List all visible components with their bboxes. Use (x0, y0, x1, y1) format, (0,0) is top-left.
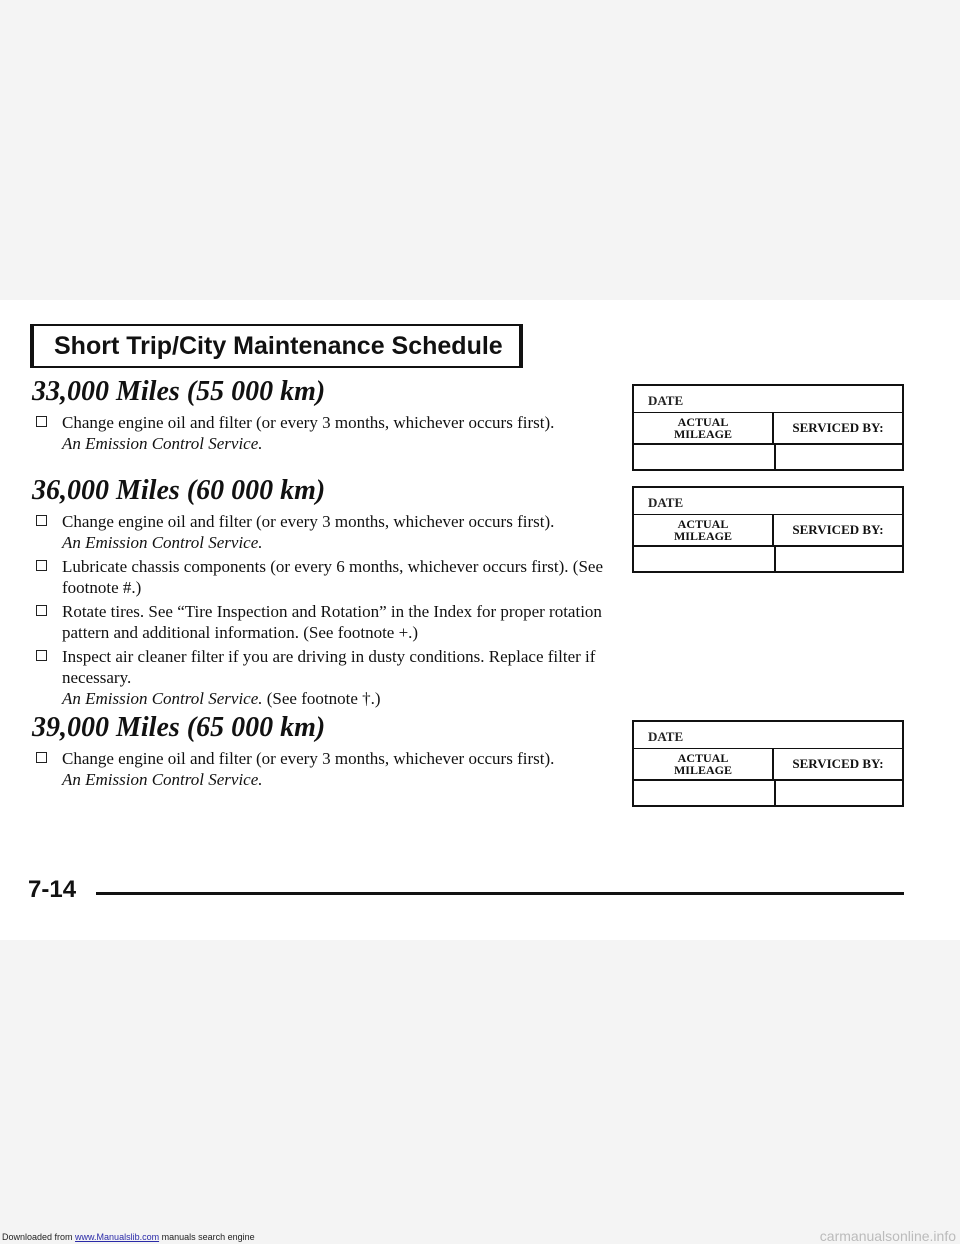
manualslib-link[interactable]: www.Manualslib.com (75, 1232, 160, 1242)
checkbox-icon[interactable] (36, 560, 47, 571)
section-36000 (32, 475, 612, 712)
checkbox-icon[interactable] (36, 605, 47, 616)
actual-mileage-field[interactable] (634, 781, 776, 805)
section-33000 (32, 376, 612, 457)
list-item: Inspect air cleaner filter if you are driving in dusty conditions. Replace filter if necessary. An Emission Control Service. (See footnote †.) (32, 646, 612, 709)
date-field[interactable]: DATE (634, 488, 902, 515)
serviced-by-label: SERVICED BY: (792, 420, 884, 435)
section-heading: 36,000 Miles (60 000 km) (32, 475, 326, 506)
serviced-by-field[interactable] (776, 445, 902, 469)
list-item: Change engine oil and filter (or every 3 months, whichever occurs first). An Emission Control Service. (32, 412, 612, 454)
serviced-by-label: SERVICED BY: (792, 756, 884, 771)
checkbox-icon[interactable] (36, 752, 47, 763)
serviced-by-field[interactable] (776, 781, 902, 805)
watermark: carmanualsonline.info (819, 1228, 956, 1244)
list-item: Change engine oil and filter (or every 3 months, whichever occurs first). An Emission Control Service. (32, 748, 612, 790)
date-field[interactable]: DATE (634, 386, 902, 413)
actual-mileage-field[interactable] (634, 445, 776, 469)
service-record-form (632, 486, 904, 573)
actual-mileage-field[interactable] (634, 547, 776, 571)
list-item: Rotate tires. See “Tire Inspection and Rotation” in the Index for proper rotation pattern and additional information. (See footnote +.) (32, 601, 612, 643)
checkbox-icon[interactable] (36, 515, 47, 526)
actual-mileage-label: ACTUAL MILEAGE (634, 749, 774, 779)
section-39000 (32, 712, 612, 793)
checkbox-icon[interactable] (36, 650, 47, 661)
list-item: Change engine oil and filter (or every 3 months, whichever occurs first). An Emission Control Service. (32, 511, 612, 553)
serviced-by-label: SERVICED BY: (792, 522, 884, 537)
footer-divider (96, 892, 904, 895)
page-number: 7-14 (28, 876, 77, 903)
list-item: Lubricate chassis components (or every 6 months, whichever occurs first). (See footnote #.) (32, 556, 612, 598)
service-record-form (632, 384, 904, 471)
date-field[interactable]: DATE (634, 722, 902, 749)
service-record-form (632, 720, 904, 807)
page-title: Short Trip/City Maintenance Schedule (30, 324, 523, 368)
section-heading: 39,000 Miles (65 000 km) (32, 712, 326, 743)
section-heading: 33,000 Miles (55 000 km) (32, 376, 326, 407)
serviced-by-field[interactable] (776, 547, 902, 571)
download-notice: Downloaded from www.Manualslib.com manuals search engine (2, 1232, 255, 1242)
actual-mileage-label: ACTUAL MILEAGE (634, 515, 774, 545)
actual-mileage-label: ACTUAL MILEAGE (634, 413, 774, 443)
checkbox-icon[interactable] (36, 416, 47, 427)
